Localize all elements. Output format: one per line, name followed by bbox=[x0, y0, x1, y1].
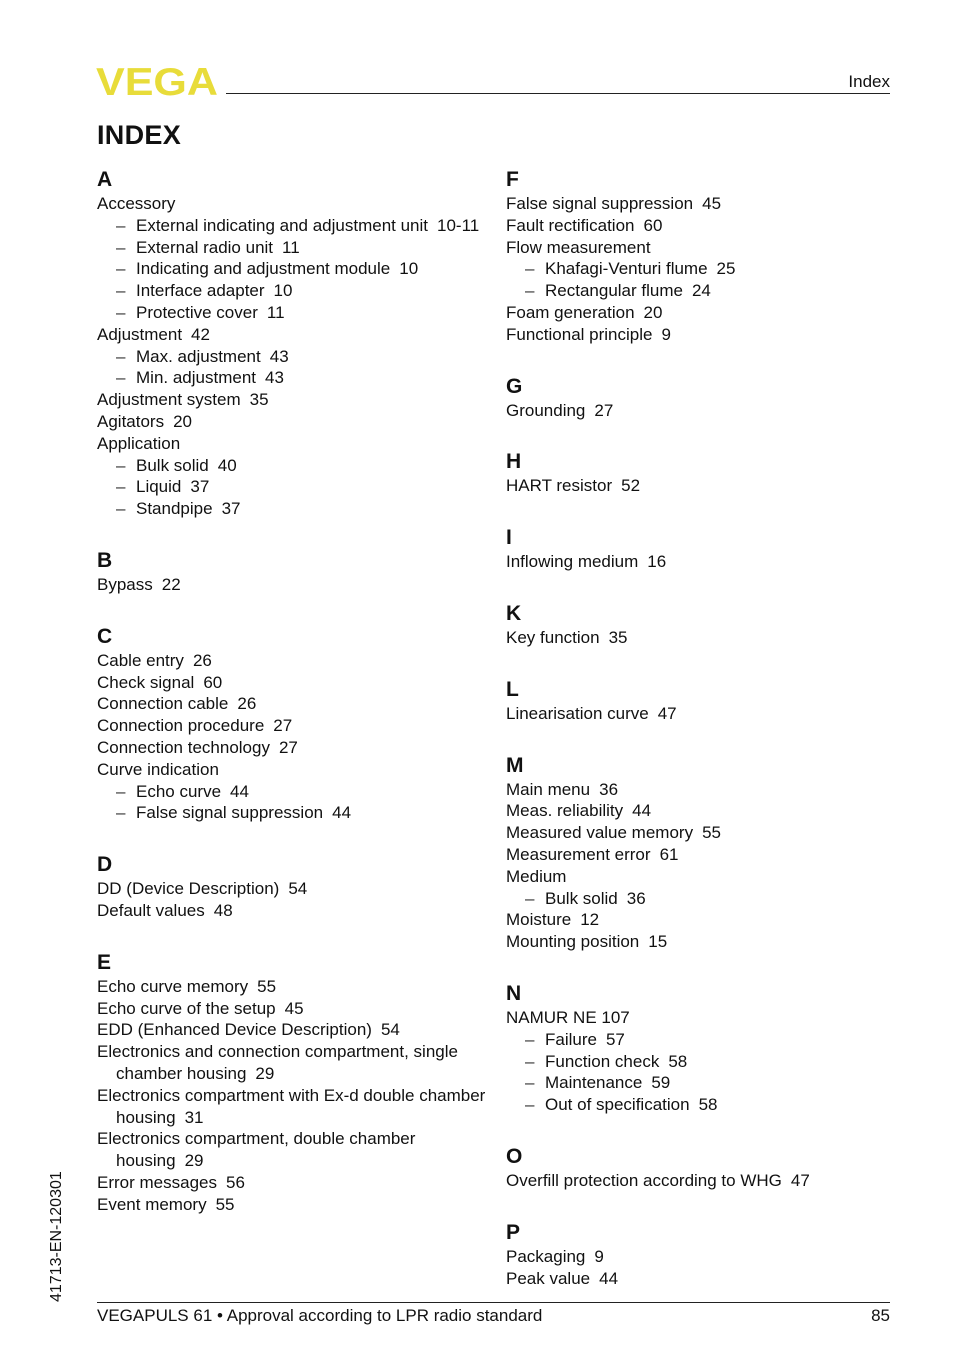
index-subentry bbox=[97, 215, 487, 237]
index-entry bbox=[97, 1041, 487, 1085]
letter-heading: B bbox=[97, 548, 113, 572]
index-entry bbox=[506, 1007, 896, 1029]
letter-heading: P bbox=[506, 1220, 521, 1244]
index-entry bbox=[97, 715, 487, 737]
entry-term: Echo curve of the setup bbox=[97, 998, 276, 1018]
index-entry bbox=[506, 400, 896, 422]
index-entry bbox=[506, 1268, 896, 1290]
entry-page-ref: 56 bbox=[225, 1172, 245, 1192]
entry-term: False signal suppression bbox=[506, 194, 694, 213]
index-entry bbox=[506, 551, 896, 573]
entry-page-ref: 37 bbox=[190, 477, 210, 497]
entry-term: Default values bbox=[97, 900, 205, 920]
entry-term: Adjustment system bbox=[97, 390, 241, 410]
entry-page-ref: 27 bbox=[278, 737, 298, 757]
entry-page-ref: 11 bbox=[266, 302, 285, 322]
index-entry bbox=[506, 324, 896, 346]
entry-term: Echo curve memory bbox=[97, 976, 249, 996]
index-entry bbox=[506, 215, 896, 237]
index-entry bbox=[506, 475, 896, 497]
entry-term: Error messages bbox=[97, 1172, 217, 1192]
footer-rule bbox=[97, 1302, 890, 1303]
entry-page-ref: 20 bbox=[173, 411, 193, 431]
index-column-left bbox=[97, 167, 487, 1243]
index-entry bbox=[97, 574, 487, 596]
entry-page-ref: 10 bbox=[399, 259, 419, 279]
index-entry bbox=[506, 237, 896, 259]
entry-term: Meas. reliability bbox=[506, 801, 624, 821]
letter-group-f bbox=[506, 167, 896, 346]
entry-term: Failure bbox=[545, 1029, 597, 1049]
entry-page-ref: 58 bbox=[668, 1051, 688, 1071]
letter-group-h bbox=[506, 449, 896, 497]
entry-term: Inflowing medium bbox=[506, 552, 639, 572]
index-column-right bbox=[506, 167, 896, 1317]
entry-term: Application bbox=[97, 433, 181, 453]
entry-page-ref: 55 bbox=[257, 976, 277, 996]
index-entry bbox=[506, 779, 896, 801]
letter-heading: C bbox=[97, 624, 113, 648]
entry-page-ref: 37 bbox=[221, 499, 241, 519]
entry-page-ref: 36 bbox=[599, 779, 619, 799]
entry-page-ref: 10 bbox=[273, 281, 293, 301]
entry-term: Grounding bbox=[506, 400, 586, 420]
index-entry bbox=[97, 737, 487, 759]
entry-page-ref: 44 bbox=[599, 1268, 619, 1288]
section-label: Index bbox=[848, 72, 890, 91]
entry-term: Measured value memory bbox=[506, 823, 694, 843]
entry-term: Cable entry bbox=[97, 650, 184, 670]
entry-page-ref: 35 bbox=[249, 390, 269, 410]
entry-page-ref: 22 bbox=[161, 574, 181, 594]
index-entry bbox=[97, 1019, 487, 1041]
letter-group-n bbox=[506, 981, 896, 1116]
entry-term: Standpipe bbox=[136, 499, 213, 519]
entry-page-ref: 29 bbox=[184, 1151, 204, 1171]
index-entry bbox=[506, 800, 896, 822]
entry-page-ref: 58 bbox=[698, 1095, 718, 1115]
entry-term: Event memory bbox=[97, 1194, 207, 1214]
entry-page-ref: 60 bbox=[643, 215, 663, 235]
index-entry bbox=[506, 302, 896, 324]
index-entry bbox=[506, 844, 896, 866]
entry-page-ref: 59 bbox=[651, 1073, 671, 1093]
letter-heading: M bbox=[506, 753, 524, 777]
letter-heading: O bbox=[506, 1144, 523, 1168]
index-entry bbox=[97, 900, 487, 922]
entry-term: Fault rectification bbox=[506, 215, 635, 235]
index-subentry bbox=[506, 1094, 896, 1116]
entry-term: Measurement error bbox=[506, 844, 651, 864]
letter-group-a bbox=[97, 167, 487, 520]
entry-term: Agitators bbox=[97, 411, 165, 431]
entry-term: Adjustment bbox=[97, 324, 183, 344]
entry-term: Rectangular flume bbox=[545, 281, 683, 301]
index-subentry bbox=[97, 476, 487, 498]
index-entry bbox=[97, 998, 487, 1020]
entry-term: Bypass bbox=[97, 574, 153, 594]
entry-term: Moisture bbox=[506, 910, 572, 930]
index-entry bbox=[506, 193, 896, 215]
entry-page-ref: 10-11 bbox=[437, 215, 480, 235]
entry-page-ref: 47 bbox=[657, 703, 677, 723]
footer-page-number: 85 bbox=[871, 1306, 890, 1325]
entry-term: Packaging bbox=[506, 1246, 586, 1266]
index-subentry bbox=[506, 258, 896, 280]
entry-term: Connection technology bbox=[97, 737, 270, 757]
entry-term: Linearisation curve bbox=[506, 703, 649, 723]
index-entry bbox=[97, 1128, 487, 1172]
entry-term: Indicating and adjustment module bbox=[136, 259, 391, 279]
index-entry bbox=[97, 411, 487, 433]
vega-logo bbox=[96, 64, 220, 98]
entry-page-ref: 36 bbox=[626, 888, 646, 908]
letter-group-p bbox=[506, 1220, 896, 1290]
entry-term: Echo curve bbox=[136, 781, 222, 801]
index-entry bbox=[97, 693, 487, 715]
entry-page-ref: 48 bbox=[213, 900, 233, 920]
entry-page-ref: 9 bbox=[594, 1246, 604, 1266]
entry-term: Liquid bbox=[136, 477, 182, 497]
entry-term: Overfill protection according to WHG bbox=[506, 1170, 782, 1190]
letter-group-l bbox=[506, 677, 896, 725]
entry-page-ref: 27 bbox=[273, 716, 293, 736]
index-entry bbox=[97, 1194, 487, 1216]
entry-term: Check signal bbox=[97, 672, 195, 692]
entry-term: Max. adjustment bbox=[136, 346, 261, 366]
index-entry bbox=[97, 389, 487, 411]
index-subentry bbox=[506, 1029, 896, 1051]
entry-term: Protective cover bbox=[136, 302, 258, 322]
entry-page-ref: 26 bbox=[237, 694, 257, 714]
index-entry bbox=[97, 976, 487, 998]
entry-term: Connection procedure bbox=[97, 716, 265, 736]
index-subentry bbox=[97, 280, 487, 302]
index-subentry bbox=[97, 781, 487, 803]
entry-page-ref: 55 bbox=[215, 1194, 235, 1214]
entry-page-ref: 42 bbox=[191, 324, 210, 344]
index-entry bbox=[506, 931, 896, 953]
index-entry bbox=[97, 193, 487, 215]
index-entry bbox=[506, 866, 896, 888]
entry-term: Key function bbox=[506, 627, 600, 647]
index-subentry bbox=[97, 367, 487, 389]
index-entry bbox=[506, 909, 896, 931]
letter-group-e bbox=[97, 950, 487, 1216]
entry-term: Bulk solid bbox=[136, 455, 209, 475]
entry-page-ref: 15 bbox=[648, 932, 668, 952]
letter-heading: G bbox=[506, 374, 523, 398]
entry-page-ref: 45 bbox=[284, 998, 304, 1018]
entry-page-ref: 57 bbox=[605, 1029, 625, 1049]
entry-page-ref: 43 bbox=[265, 368, 284, 388]
entry-page-ref: 47 bbox=[790, 1170, 810, 1190]
letter-heading: F bbox=[506, 168, 519, 191]
index-subentry bbox=[97, 258, 487, 280]
entry-page-ref: 61 bbox=[659, 844, 679, 864]
letter-heading: K bbox=[506, 601, 522, 625]
entry-term: False signal suppression bbox=[136, 803, 324, 823]
entry-term: Function check bbox=[545, 1051, 660, 1071]
entry-page-ref: 55 bbox=[702, 823, 721, 843]
index-entry bbox=[506, 1170, 896, 1192]
entry-page-ref: 29 bbox=[255, 1063, 275, 1083]
entry-page-ref: 54 bbox=[288, 879, 308, 899]
entry-page-ref: 31 bbox=[184, 1107, 204, 1127]
letter-group-i bbox=[506, 525, 896, 573]
entry-term: HART resistor bbox=[506, 476, 613, 496]
entry-page-ref: 25 bbox=[716, 259, 736, 279]
entry-term: Electronics and connection compartment, single chamber housing bbox=[97, 1042, 458, 1083]
index-entry bbox=[97, 878, 487, 900]
letter-heading: N bbox=[506, 981, 522, 1005]
index-entry bbox=[97, 672, 487, 694]
index-subentry bbox=[97, 302, 487, 324]
entry-term: Khafagi-Venturi flume bbox=[545, 259, 708, 279]
entry-term: Functional principle bbox=[506, 324, 653, 344]
letter-group-o bbox=[506, 1144, 896, 1192]
index-subentry bbox=[97, 802, 487, 824]
entry-page-ref: 45 bbox=[702, 194, 722, 213]
index-entry bbox=[97, 1085, 487, 1129]
entry-page-ref: 54 bbox=[380, 1020, 400, 1040]
entry-term: Electronics compartment with Ex-d double chamber housing bbox=[97, 1085, 486, 1127]
entry-term: Interface adapter bbox=[136, 281, 265, 301]
entry-page-ref: 60 bbox=[203, 672, 223, 692]
letter-heading: H bbox=[506, 450, 522, 474]
entry-page-ref: 9 bbox=[661, 324, 671, 344]
header-rule bbox=[226, 93, 890, 94]
index-subentry bbox=[506, 888, 896, 910]
entry-page-ref: 16 bbox=[647, 552, 667, 572]
entry-page-ref: 20 bbox=[643, 302, 663, 322]
entry-page-ref: 40 bbox=[217, 455, 237, 475]
entry-term: DD (Device Description) bbox=[97, 879, 280, 899]
entry-term: Peak value bbox=[506, 1268, 591, 1288]
entry-term: Flow measurement bbox=[506, 237, 651, 257]
entry-term: Maintenance bbox=[545, 1073, 643, 1093]
letter-heading: I bbox=[506, 526, 512, 550]
entry-term: Foam generation bbox=[506, 302, 635, 322]
index-entry bbox=[506, 703, 896, 725]
index-subentry bbox=[506, 1051, 896, 1073]
index-entry bbox=[97, 650, 487, 672]
entry-page-ref: 24 bbox=[691, 281, 711, 301]
entry-page-ref: 27 bbox=[594, 400, 614, 420]
index-entry bbox=[97, 1172, 487, 1194]
index-subentry bbox=[97, 498, 487, 520]
index-entry bbox=[506, 627, 896, 649]
entry-term: External indicating and adjustment unit bbox=[136, 215, 429, 235]
entry-term: Medium bbox=[506, 866, 567, 886]
entry-page-ref: 43 bbox=[269, 346, 289, 366]
letter-heading: E bbox=[97, 950, 112, 974]
entry-term: Bulk solid bbox=[545, 888, 618, 908]
index-subentry bbox=[506, 1072, 896, 1094]
entry-term: Accessory bbox=[97, 194, 176, 213]
letter-group-m bbox=[506, 753, 896, 953]
index-subentry bbox=[97, 346, 487, 368]
entry-term: NAMUR NE 107 bbox=[506, 1007, 630, 1027]
entry-term: Out of specification bbox=[545, 1095, 690, 1115]
entry-page-ref: 35 bbox=[608, 627, 628, 647]
index-entry bbox=[506, 822, 896, 844]
index-subentry bbox=[506, 280, 896, 302]
entry-term: Connection cable bbox=[97, 694, 229, 714]
vega-logo-text: VEGA bbox=[96, 64, 218, 98]
entry-term: External radio unit bbox=[136, 237, 274, 257]
index-entry bbox=[97, 759, 487, 781]
index-entry bbox=[506, 1246, 896, 1268]
letter-heading: A bbox=[97, 168, 113, 191]
index-subentry bbox=[97, 237, 487, 259]
index-entry bbox=[97, 433, 487, 455]
entry-page-ref: 44 bbox=[632, 801, 652, 821]
index-subentry bbox=[97, 455, 487, 477]
entry-page-ref: 12 bbox=[580, 910, 600, 930]
entry-page-ref: 11 bbox=[282, 237, 300, 257]
entry-term: Curve indication bbox=[97, 759, 219, 779]
document-id: 41713-EN-120301 bbox=[48, 1171, 65, 1302]
letter-heading: D bbox=[97, 853, 113, 877]
entry-page-ref: 26 bbox=[192, 650, 212, 670]
entry-term: Min. adjustment bbox=[136, 368, 256, 388]
footer-product: VEGAPULS 61 • Approval according to LPR radio standard bbox=[97, 1306, 543, 1325]
entry-page-ref: 44 bbox=[230, 781, 249, 801]
letter-group-d bbox=[97, 852, 487, 922]
entry-term: Mounting position bbox=[506, 932, 640, 952]
letter-group-c bbox=[97, 624, 487, 824]
letter-heading: L bbox=[506, 677, 519, 701]
letter-group-g bbox=[506, 374, 896, 422]
entry-page-ref: 52 bbox=[621, 476, 641, 496]
page-title: INDEX bbox=[97, 120, 182, 150]
entry-term: Electronics compartment, double chamber housing bbox=[97, 1129, 416, 1171]
entry-term: EDD (Enhanced Device Description) bbox=[97, 1020, 372, 1040]
letter-group-k bbox=[506, 601, 896, 649]
index-entry bbox=[97, 324, 487, 346]
entry-page-ref: 44 bbox=[332, 803, 352, 823]
letter-group-b bbox=[97, 548, 487, 596]
entry-term: Main menu bbox=[506, 779, 591, 799]
